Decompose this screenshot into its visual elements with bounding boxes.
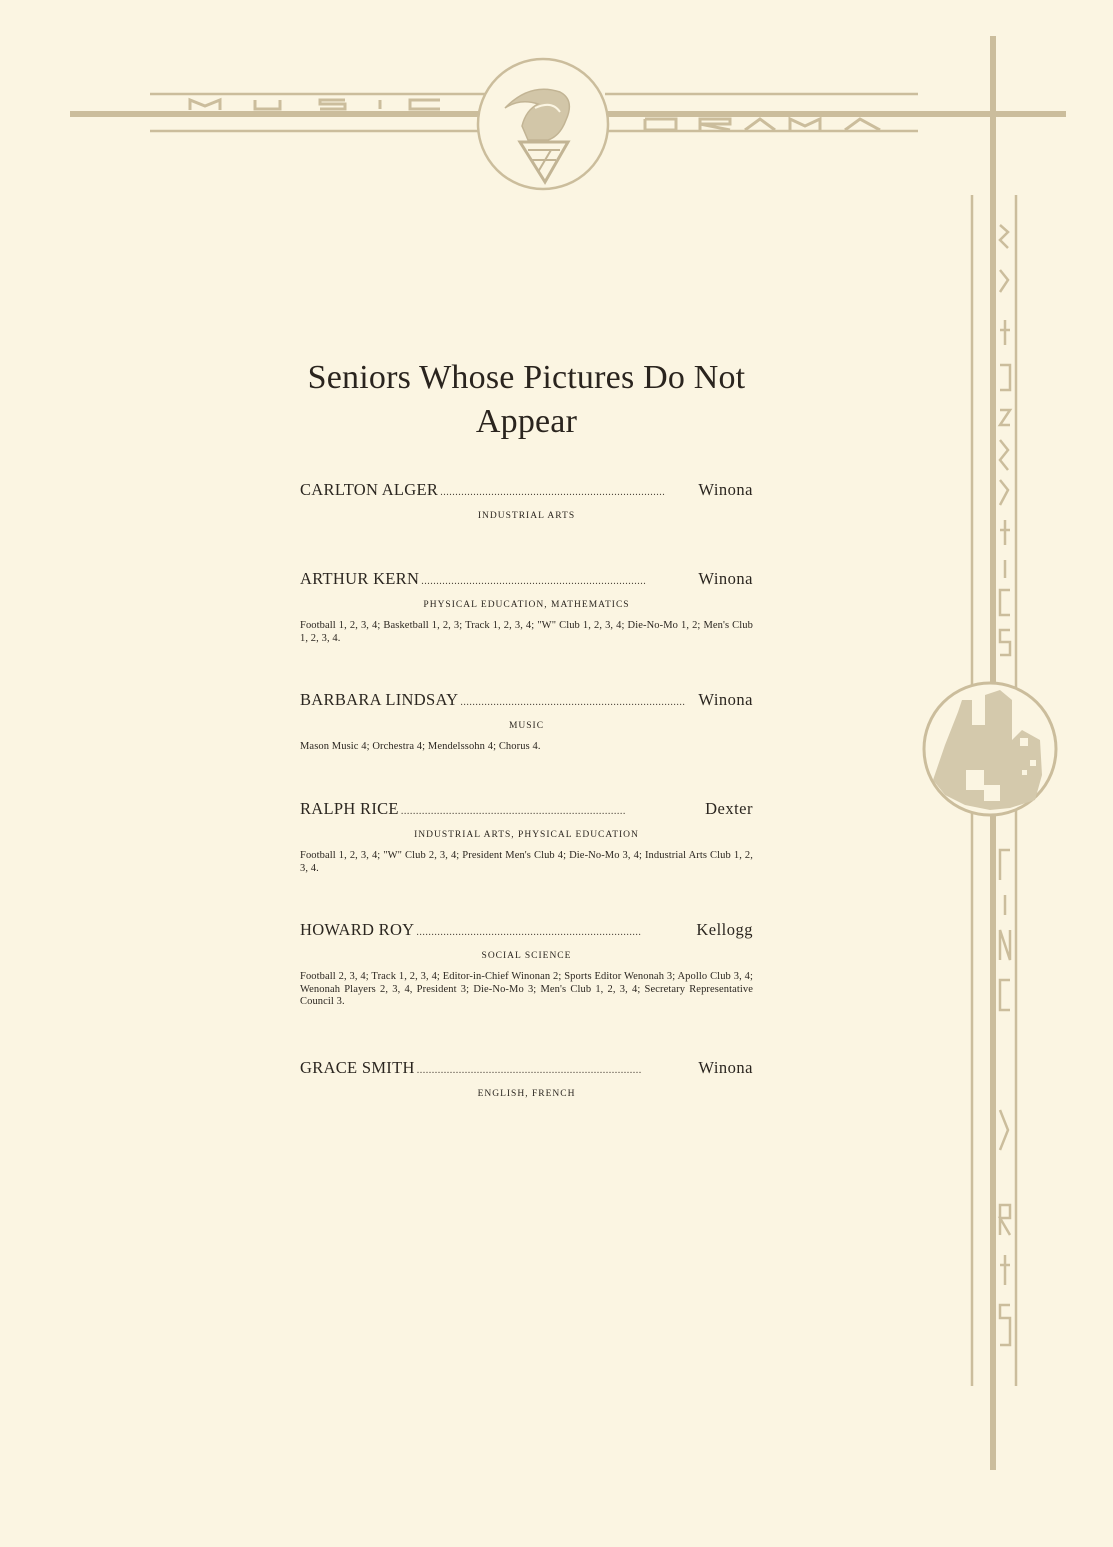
music-lettering	[190, 100, 440, 110]
activities: Football 1, 2, 3, 4; Basketball 1, 2, 3; Track 1, 2, 3, 4; "W" Club 1, 2, 3, 4; Die-No-Mo 1, 2; Men's Club 1, 2, 3, 4.	[300, 620, 753, 644]
senior-name: CARLTON ALGER	[300, 480, 439, 499]
dot-leader	[416, 923, 694, 943]
entry-heading	[300, 1058, 753, 1081]
senior-name: GRACE SMITH	[300, 1058, 415, 1077]
senior-entry	[300, 920, 753, 1009]
hometown: Winona	[698, 690, 753, 709]
major: INDUSTRIAL ARTS, PHYSICAL EDUCATION	[414, 830, 639, 840]
major: SOCIAL SCIENCE	[481, 951, 572, 961]
entry-heading	[300, 690, 753, 713]
major: INDUSTRIAL ARTS	[477, 511, 576, 521]
content-column	[300, 356, 753, 1099]
senior-name: BARBARA LINDSAY	[300, 690, 459, 709]
hometown: Winona	[698, 569, 753, 588]
entry-heading	[300, 920, 753, 943]
page-title: Seniors Whose Pictures Do Not Appear	[307, 359, 746, 440]
dot-leader	[417, 1061, 697, 1081]
hometown: Winona	[698, 480, 753, 499]
major: MUSIC	[508, 721, 545, 731]
fine-arts-lettering	[1000, 850, 1010, 1345]
entry-heading	[300, 480, 753, 503]
senior-entry	[300, 480, 753, 523]
senior-entry	[300, 690, 753, 754]
dot-leader	[421, 572, 696, 592]
senior-entry	[300, 799, 753, 875]
hometown: Kellogg	[696, 920, 753, 939]
dot-leader	[401, 802, 703, 822]
drama-lettering	[645, 119, 880, 130]
senior-name: RALPH RICE	[300, 799, 399, 818]
dot-leader	[440, 483, 696, 503]
mathematics-lettering	[1000, 225, 1010, 655]
activities: Mason Music 4; Orchestra 4; Mendelssohn 4; Chorus 4.	[300, 741, 541, 752]
senior-name: HOWARD ROY	[300, 920, 415, 939]
major: PHYSICAL EDUCATION, MATHEMATICS	[423, 600, 630, 610]
senior-name: ARTHUR KERN	[300, 569, 420, 588]
activities: Football 2, 3, 4; Track 1, 2, 3, 4; Editor-in-Chief Winonan 2; Sports Editor Wenonah 3; Apollo Club 3, 4; Wenonah Players 2, 3, 4, President 3; Die-No-Mo 3; Men's Club 1, 2, 3, 4; Secretary Representative Council 3.	[300, 971, 753, 1007]
hometown: Dexter	[705, 799, 753, 818]
major: ENGLISH, FRENCH	[477, 1089, 576, 1099]
entry-heading	[300, 569, 753, 592]
hometown: Winona	[698, 1058, 753, 1077]
activities: Football 1, 2, 3, 4; "W" Club 2, 3, 4; President Men's Club 4; Die-No-Mo 3, 4; Industrial Arts Club 1, 2, 3, 4.	[300, 850, 753, 874]
senior-entry	[300, 1058, 753, 1101]
entry-heading	[300, 799, 753, 822]
dot-leader	[460, 693, 696, 713]
city-skyline-medallion-icon	[924, 683, 1056, 815]
torch-medallion-icon	[478, 59, 608, 189]
senior-entry	[300, 569, 753, 645]
